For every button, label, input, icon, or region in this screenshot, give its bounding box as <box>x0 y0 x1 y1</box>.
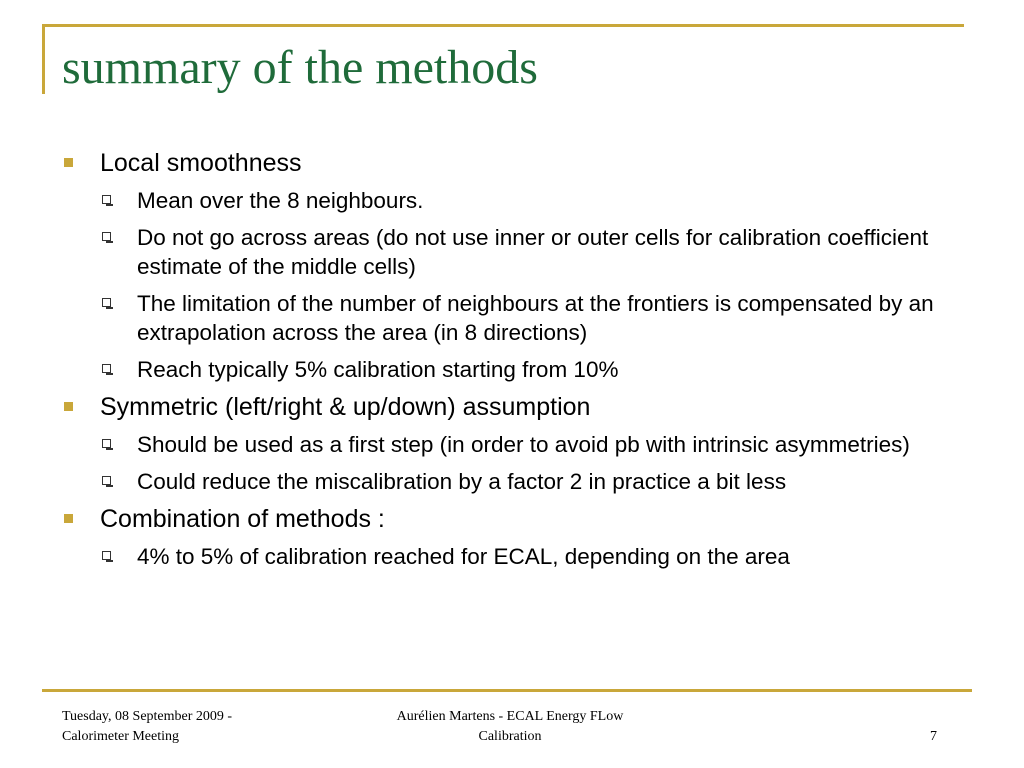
sub-bullet-item <box>62 355 982 384</box>
bullet-text: Combination of methods : <box>100 505 385 533</box>
checkbox-bullet-icon <box>102 232 111 241</box>
square-bullet-icon <box>64 402 73 411</box>
checkbox-bullet-icon <box>102 439 111 448</box>
checkbox-bullet-icon <box>102 298 111 307</box>
sub-bullet-item <box>62 430 982 459</box>
footer-author <box>370 707 650 747</box>
sub-bullet-item <box>62 289 982 347</box>
bullet-item <box>62 504 982 534</box>
footer-meeting-line: Calorimeter Meeting <box>62 729 180 744</box>
checkbox-bullet-icon <box>102 476 111 485</box>
sub-bullet-item <box>62 223 982 281</box>
sub-bullet-item <box>62 467 982 496</box>
sub-bullet-text: Mean over the 8 neighbours. <box>137 188 424 213</box>
sub-bullet-text: 4% to 5% of calibration reached for ECAL, depending on the area <box>137 544 790 569</box>
checkbox-bullet-icon <box>102 195 111 204</box>
bullet-list <box>62 148 982 579</box>
sub-bullet-item <box>62 542 982 571</box>
checkbox-bullet-icon <box>102 551 111 560</box>
page-number: 7 <box>930 729 937 744</box>
square-bullet-icon <box>64 158 73 167</box>
sub-bullet-text: The limitation of the number of neighbours at the frontiers is compensated by an extrapolation across the area (in 8 directions) <box>137 291 934 345</box>
footer-rule <box>42 689 972 692</box>
sub-bullet-text: Should be used as a first step (in order to avoid pb with intrinsic asymmetries) <box>137 432 910 457</box>
footer-date-line: Tuesday, 08 September 2009 - <box>62 709 233 724</box>
bullet-item <box>62 148 982 178</box>
square-bullet-icon <box>64 514 73 523</box>
sub-bullet-text: Could reduce the miscalibration by a factor 2 in practice a bit less <box>137 469 787 494</box>
footer-date <box>62 707 232 747</box>
bullet-item <box>62 392 982 422</box>
bullet-text: Local smoothness <box>100 149 302 177</box>
frame-left-rule <box>42 24 45 94</box>
sub-bullet-text: Reach typically 5% calibration starting from 10% <box>137 357 619 382</box>
sub-bullet-text: Do not go across areas (do not use inner or outer cells for calibration coefficient estimate of the middle cells) <box>137 225 929 279</box>
sub-bullet-item <box>62 186 982 215</box>
bullet-text: Symmetric (left/right & up/down) assumption <box>100 393 591 421</box>
frame-top-rule <box>42 24 964 27</box>
slide-title: summary of the methods <box>62 41 538 94</box>
checkbox-bullet-icon <box>102 364 111 373</box>
footer-topic-line: Calibration <box>478 729 542 744</box>
footer-author-line: Aurélien Martens - ECAL Energy FLow <box>396 709 624 724</box>
